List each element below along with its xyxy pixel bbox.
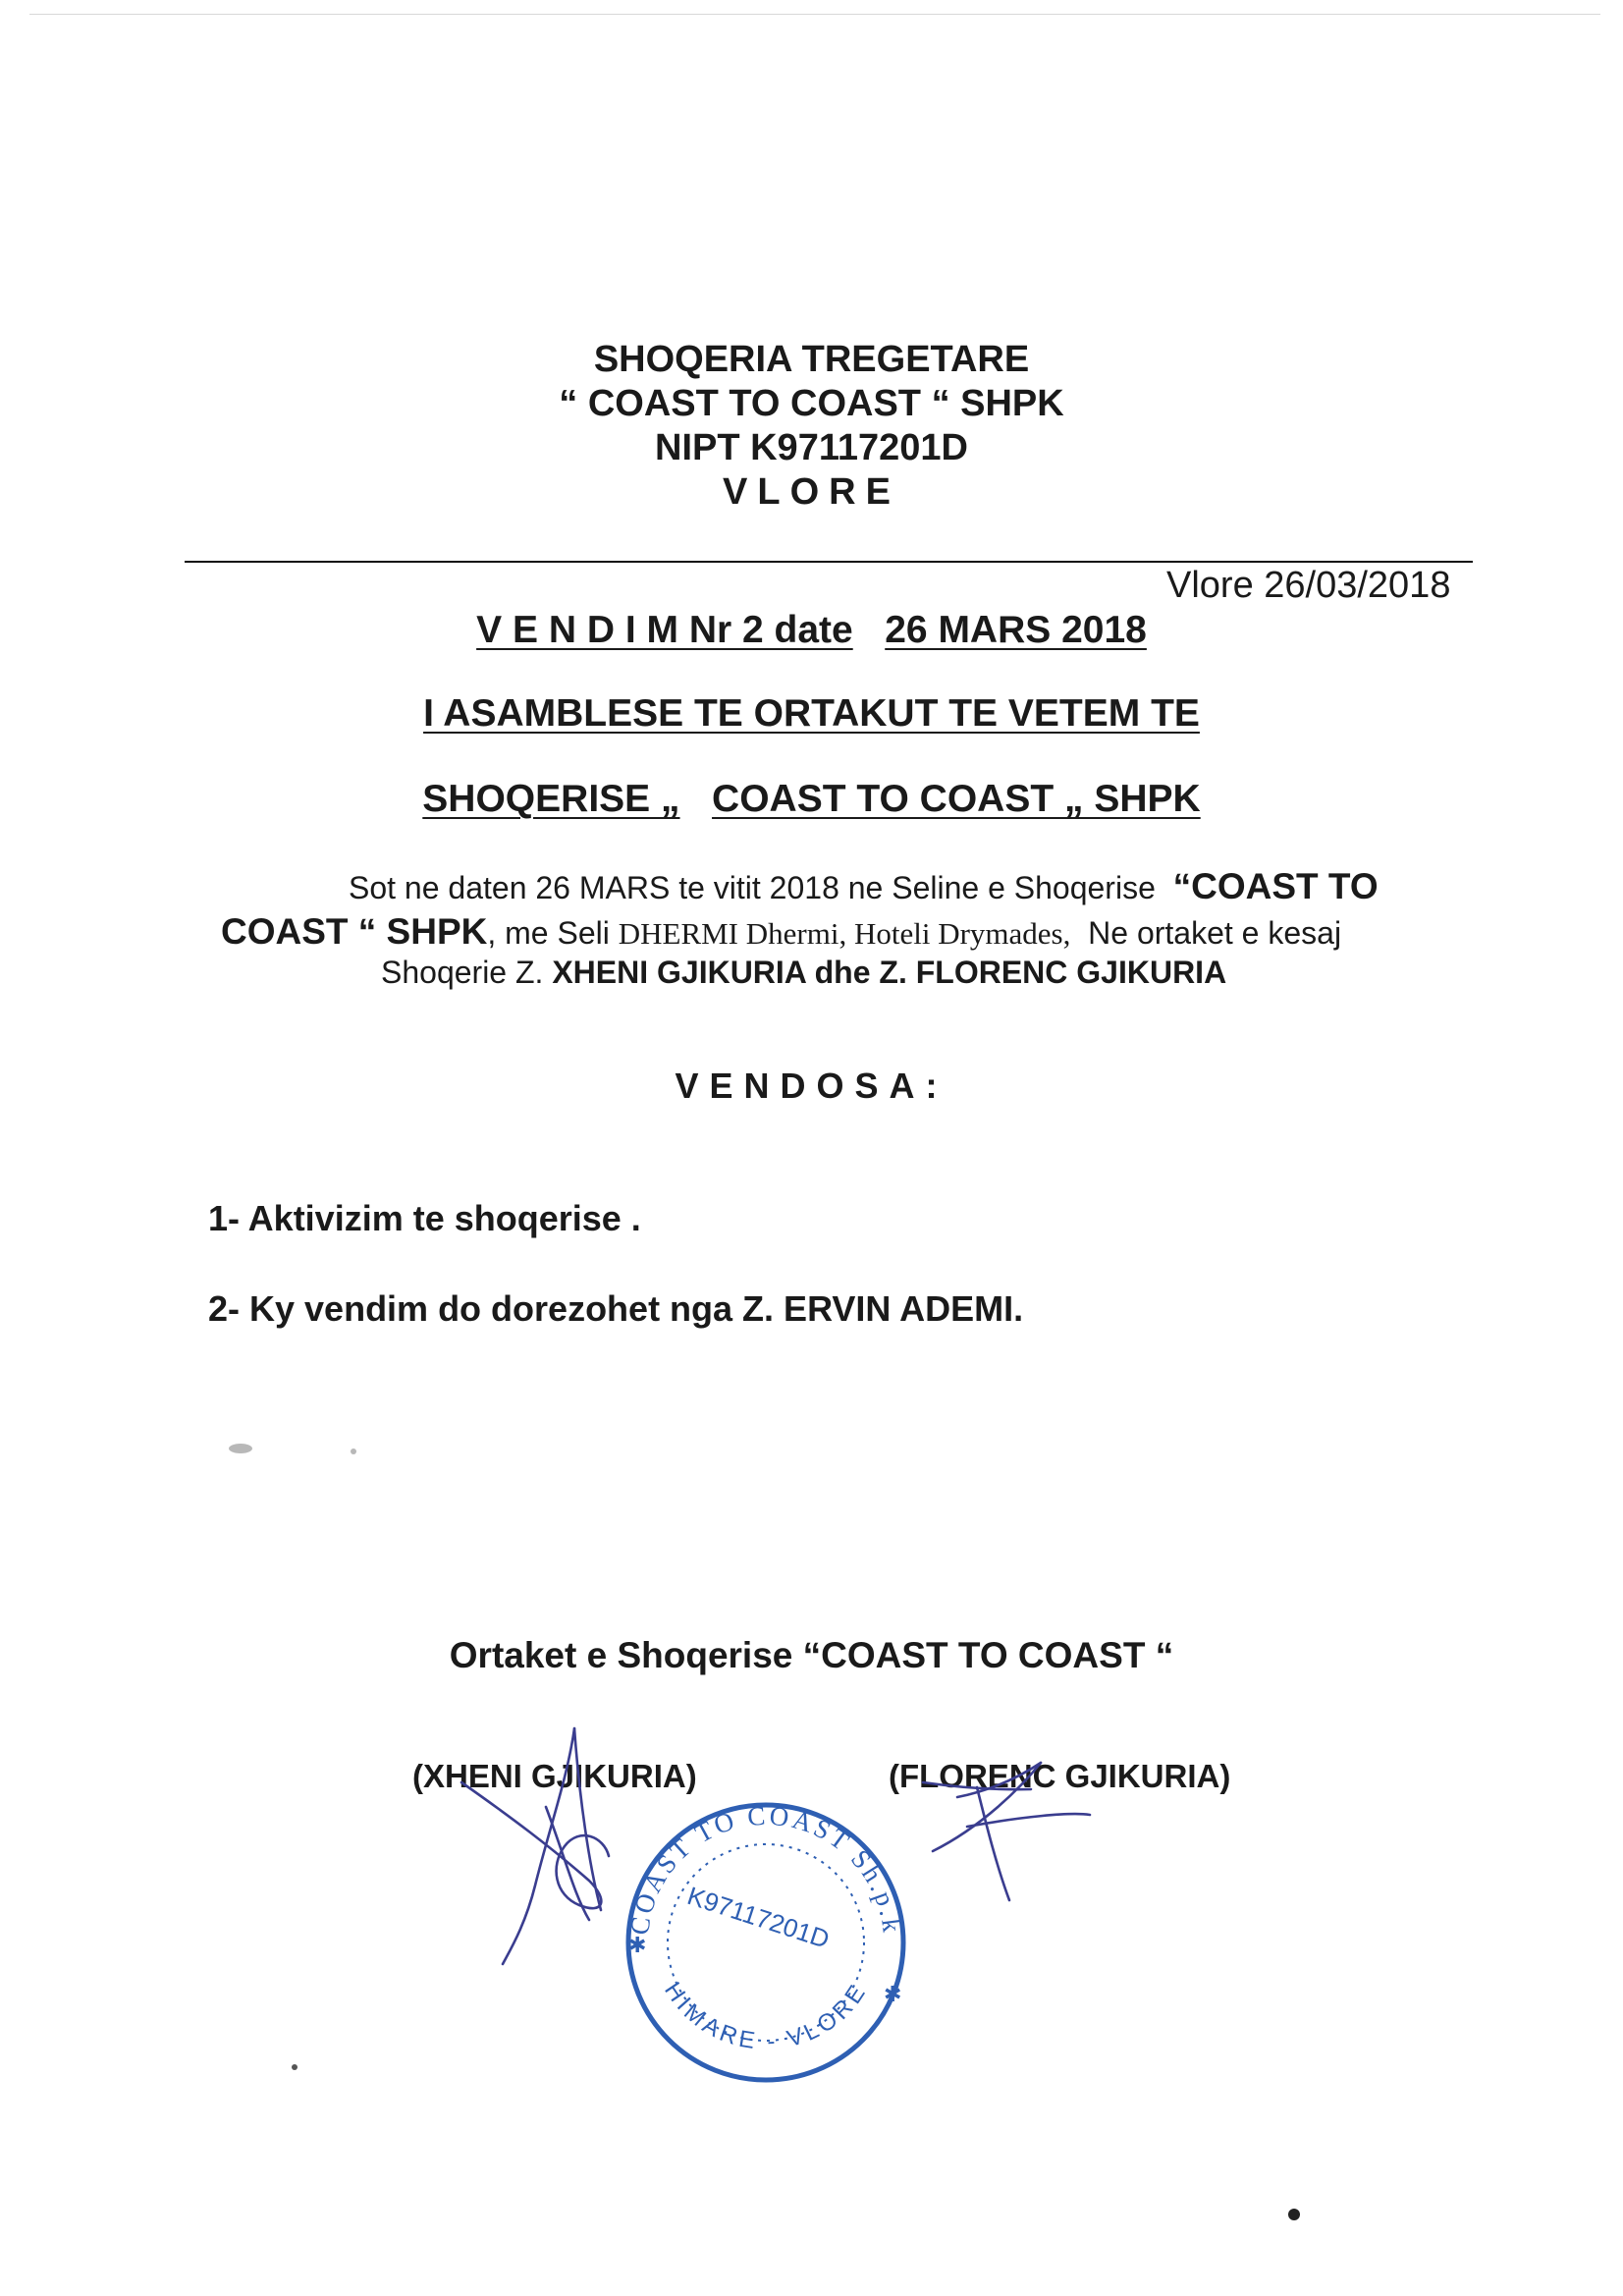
header-divider xyxy=(185,561,1473,563)
body-partners-intro: Ne ortaket e kesaj xyxy=(1088,915,1342,951)
body-intro: Sot ne daten 26 MARS te vitit 2018 ne Seline e Shoqerise xyxy=(349,870,1156,905)
stamp-bottom-text: HIMARE - VLORE xyxy=(659,1977,873,2055)
body-line-1 xyxy=(349,866,1379,907)
company-type: SHOQERIA TREGETARE xyxy=(593,339,1030,380)
stamp-top-text: COAST TO COAST Sh.p.k xyxy=(623,1800,907,1938)
company-name: “ COAST TO COAST “ SHPK xyxy=(559,383,1064,424)
body-seat: DHERMI Dhermi, Hoteli Drymades, xyxy=(618,916,1071,951)
body-line-3 xyxy=(381,955,1226,991)
decision-title xyxy=(0,609,1623,652)
company-city: VLORE xyxy=(723,471,900,513)
decision-date: 26 MARS 2018 xyxy=(885,609,1147,651)
stamp-inner-ring xyxy=(668,1844,864,2041)
company-line-a: SHOQERISE „ xyxy=(422,778,680,820)
place-date: Vlore 26/03/2018 xyxy=(1166,565,1451,606)
assembly-line: I ASAMBLESE TE ORTAKUT TE VETEM TE xyxy=(423,692,1200,735)
stamp-star-right-icon: ✱ xyxy=(884,1983,902,2007)
decision-number: V E N D I M Nr 2 date xyxy=(476,609,853,651)
scan-top-edge xyxy=(29,14,1600,15)
stamp-nipt: K97117201D xyxy=(683,1880,834,1954)
resolution-heading: VENDOSA: xyxy=(675,1066,948,1106)
resolution-item-2: 2- Ky vendim do dorezohet nga Z. ERVIN ADEMI. xyxy=(208,1288,1024,1329)
scan-specks xyxy=(229,1444,1300,2220)
body-company-b: COAST “ SHPK xyxy=(221,911,488,952)
company-line-b: COAST TO COAST „ SHPK xyxy=(712,778,1201,820)
body-seat-label: , me Seli xyxy=(487,915,610,951)
company-nipt: NIPT K97117201D xyxy=(655,427,968,468)
signatures-heading: Ortaket e Shoqerise “COAST TO COAST “ xyxy=(449,1635,1174,1675)
signature-name-2: (FLORENC GJIKURIA) xyxy=(889,1758,1231,1794)
body-partners-label: Shoqerie Z. xyxy=(381,955,544,990)
body-line-2 xyxy=(221,911,1341,953)
resolution-item-1: 1- Aktivizim te shoqerise . xyxy=(208,1198,641,1238)
company-stamp xyxy=(624,1801,907,2080)
decision-subtitle-2 xyxy=(0,778,1623,821)
decision-subtitle-1 xyxy=(0,692,1623,736)
stamp-outer-ring xyxy=(628,1805,903,2080)
stamp-star-left-icon: ✱ xyxy=(628,1934,647,1958)
signature-name-1: (XHENI GJIKURIA) xyxy=(412,1758,697,1794)
body-partners: XHENI GJIKURIA dhe Z. FLORENC GJIKURIA xyxy=(552,955,1227,990)
body-company-a: “COAST TO xyxy=(1172,866,1379,906)
